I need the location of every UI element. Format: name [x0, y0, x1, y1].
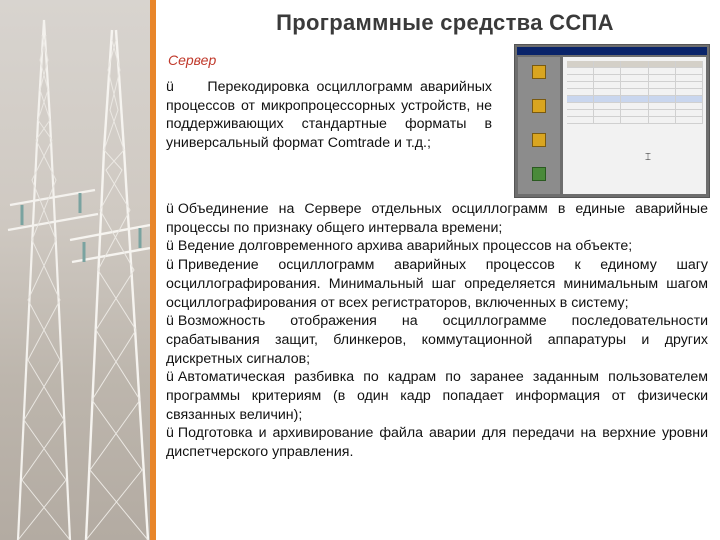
- list-item: [166, 424, 708, 461]
- folder-icon: [525, 131, 553, 159]
- folder-icon: [525, 63, 553, 91]
- list-item-text: Возможность отображения на осциллограмме последовательности срабатывания защит, блинкеров, коммутационной аппаратуры и других дискретных сигналов;: [166, 313, 708, 367]
- software-window-thumbnail: [514, 44, 710, 198]
- list-item-text: Автоматическая разбивка по кадрам по заранее заданным пользователем программы критериям (в один кадр попадает информация от физически связанных величин);: [166, 369, 708, 423]
- first-list-item: [166, 78, 492, 153]
- list-item-text: Объединение на Сервере отдельных осциллограмм в единые аварийные процессы по признаку общего интервала времени;: [166, 201, 708, 236]
- list-item: [166, 237, 708, 256]
- transmission-tower-photo: [0, 0, 150, 540]
- check-icon: ü: [166, 369, 174, 386]
- check-icon: ü: [166, 313, 174, 330]
- check-icon: ü: [166, 425, 174, 442]
- window-panel: [563, 57, 706, 194]
- list-item: [166, 200, 708, 237]
- list-item-text: Подготовка и архивирование файла аварии для передачи на верхние уровни диспетчерского управления.: [166, 425, 708, 461]
- data-grid: [567, 61, 703, 124]
- bullet-list: [166, 200, 708, 462]
- accent-strip: [150, 0, 156, 540]
- list-item-text: Приведение осциллограмм аварийных процессов к единому шагу осциллографирования. Минимальный шаг определяется минимальным шагом осциллографирования от всех регистраторов, включенных в систему;: [166, 257, 708, 311]
- tower-illustration: [0, 0, 150, 540]
- list-item: [166, 256, 708, 312]
- window-sidebar: [518, 57, 560, 194]
- check-icon: ü: [166, 238, 174, 255]
- page-title: Программные средства ССПА: [276, 10, 614, 35]
- cursor-icon: ⌶: [645, 152, 651, 163]
- check-icon: ü: [166, 201, 174, 217]
- window-titlebar: [517, 47, 707, 55]
- folder-icon: [525, 165, 553, 193]
- list-item-text: Перекодировка осциллограмм аварийных процессов от микропроцессорных устройств, не поддерживающих стандартные форматы в универсальный формат Comtrade и т.д.;: [166, 79, 492, 152]
- page-subtitle: Сервер: [168, 52, 217, 68]
- list-item: [166, 368, 708, 424]
- check-icon: ü: [166, 257, 174, 274]
- folder-icon: [525, 97, 553, 125]
- list-item: [166, 312, 708, 368]
- check-icon: ü: [166, 79, 174, 95]
- list-item-text: Ведение долговременного архива аварийных процессов на объекте;: [177, 238, 633, 255]
